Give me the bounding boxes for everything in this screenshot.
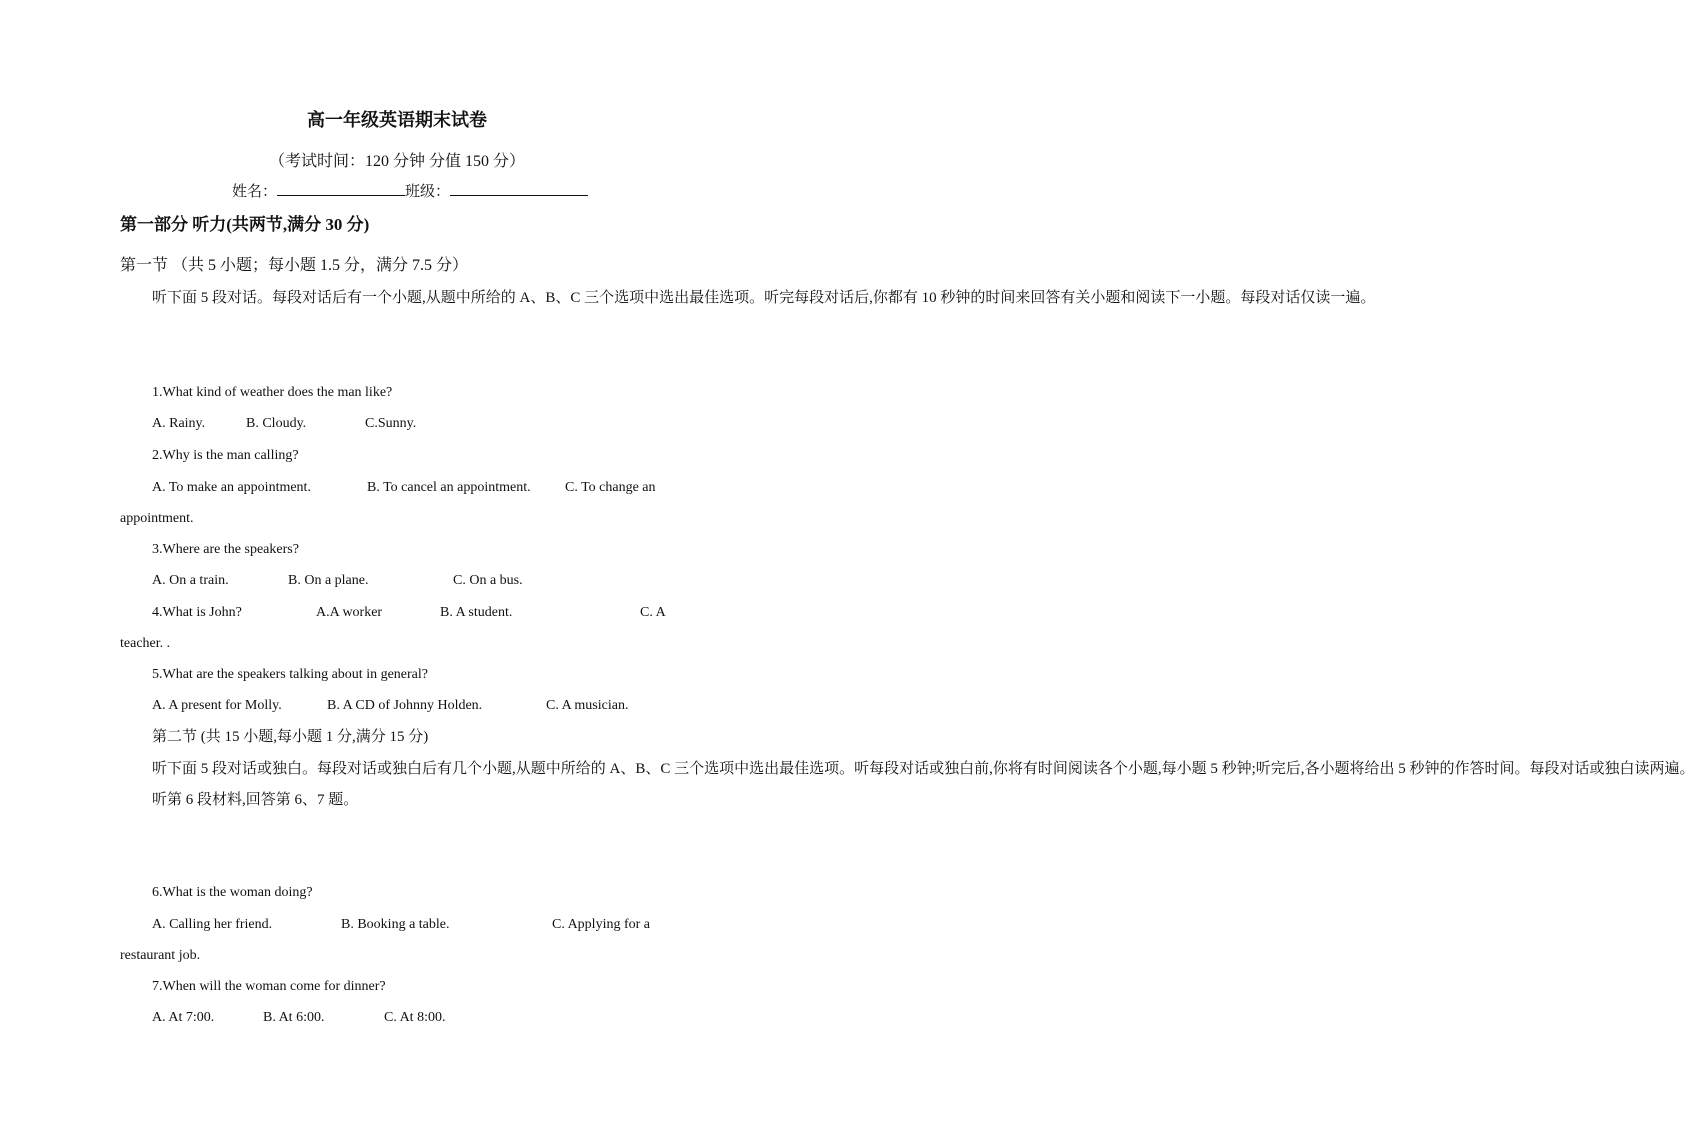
class-blank[interactable] xyxy=(450,181,588,196)
name-blank[interactable] xyxy=(277,181,405,196)
q2-option-b: B. To cancel an appointment. xyxy=(367,480,531,495)
q5-option-a: A. A present for Molly. xyxy=(152,698,282,713)
q7-option-c: C. At 8:00. xyxy=(384,1010,446,1025)
q4-option-c: C. A xyxy=(640,605,666,620)
question-1: 1.What kind of weather does the man like? xyxy=(152,385,393,400)
material-note: 听第 6 段材料,回答第 6、7 题。 xyxy=(152,792,359,808)
question-6: 6.What is the woman doing? xyxy=(152,885,313,900)
q7-option-b: B. At 6:00. xyxy=(263,1010,325,1025)
q2-option-a: A. To make an appointment. xyxy=(152,480,311,495)
q3-option-b: B. On a plane. xyxy=(288,573,369,588)
q4-option-b: B. A student. xyxy=(440,605,513,620)
question-7: 7.When will the woman come for dinner? xyxy=(152,979,386,994)
question-3: 3.Where are the speakers? xyxy=(152,542,299,557)
q1-option-c: C.Sunny. xyxy=(365,416,417,431)
q1-option-a: A. Rainy. xyxy=(152,416,206,431)
name-label: 姓名： xyxy=(232,184,278,200)
part-title: 第一部分 听力(共两节,满分 30 分) xyxy=(120,215,370,234)
section1-instructions: 听下面 5 段对话。每段对话后有一个小题,从题中所给的 A、B、C 三个选项中选出最佳选项。听完每段对话后,你都有 10 秒钟的时间来回答有关小题和阅读下一小题。每段对话仅读一遍。 xyxy=(152,290,1376,306)
exam-info: （考试时间：120 分钟 分值 150 分） xyxy=(268,153,525,170)
q5-option-c: C. A musician. xyxy=(546,698,629,713)
q3-option-c: C. On a bus. xyxy=(453,573,523,588)
q6-option-c-continued: restaurant job. xyxy=(120,948,201,963)
q6-option-a: A. Calling her friend. xyxy=(152,917,273,932)
q6-option-c: C. Applying for a xyxy=(552,917,650,932)
q2-option-c: C. To change an xyxy=(565,480,656,495)
section2-instructions: 听下面 5 段对话或独白。每段对话或独白后有几个小题,从题中所给的 A、B、C 三个选项中选出最佳选项。听每段对话或独白前,你将有时间阅读各个小题,每小题 5 秒钟;听完后,各小题将给出 5 秒钟的作答时间。每段对话或独白读两遍。 听第 6 段材料,回答第 6、7 题。 xyxy=(120,754,674,816)
section2-title: 第二节 (共 15 小题,每小题 1 分,满分 15 分) xyxy=(152,729,429,745)
q2-option-c-continued: appointment. xyxy=(120,511,194,526)
q7-option-a: A. At 7:00. xyxy=(152,1010,215,1025)
q1-option-b: B. Cloudy. xyxy=(246,416,307,431)
q5-option-b: B. A CD of Johnny Holden. xyxy=(327,698,483,713)
question-2: 2.Why is the man calling? xyxy=(152,448,299,463)
question-4: 4.What is John? xyxy=(152,605,242,620)
section1-title: 第一节 （共 5 小题；每小题 1.5 分，满分 7.5 分） xyxy=(120,257,469,274)
question-5: 5.What are the speakers talking about in general? xyxy=(152,667,428,682)
student-info-line xyxy=(232,180,588,201)
q3-option-a: A. On a train. xyxy=(152,573,229,588)
class-label: 班级： xyxy=(405,184,451,200)
q6-option-b: B. Booking a table. xyxy=(341,917,450,932)
q4-option-c-continued: teacher. . xyxy=(120,636,171,651)
exam-title: 高一年级英语期末试卷 xyxy=(307,110,487,130)
q4-option-a: A.A worker xyxy=(316,605,383,620)
